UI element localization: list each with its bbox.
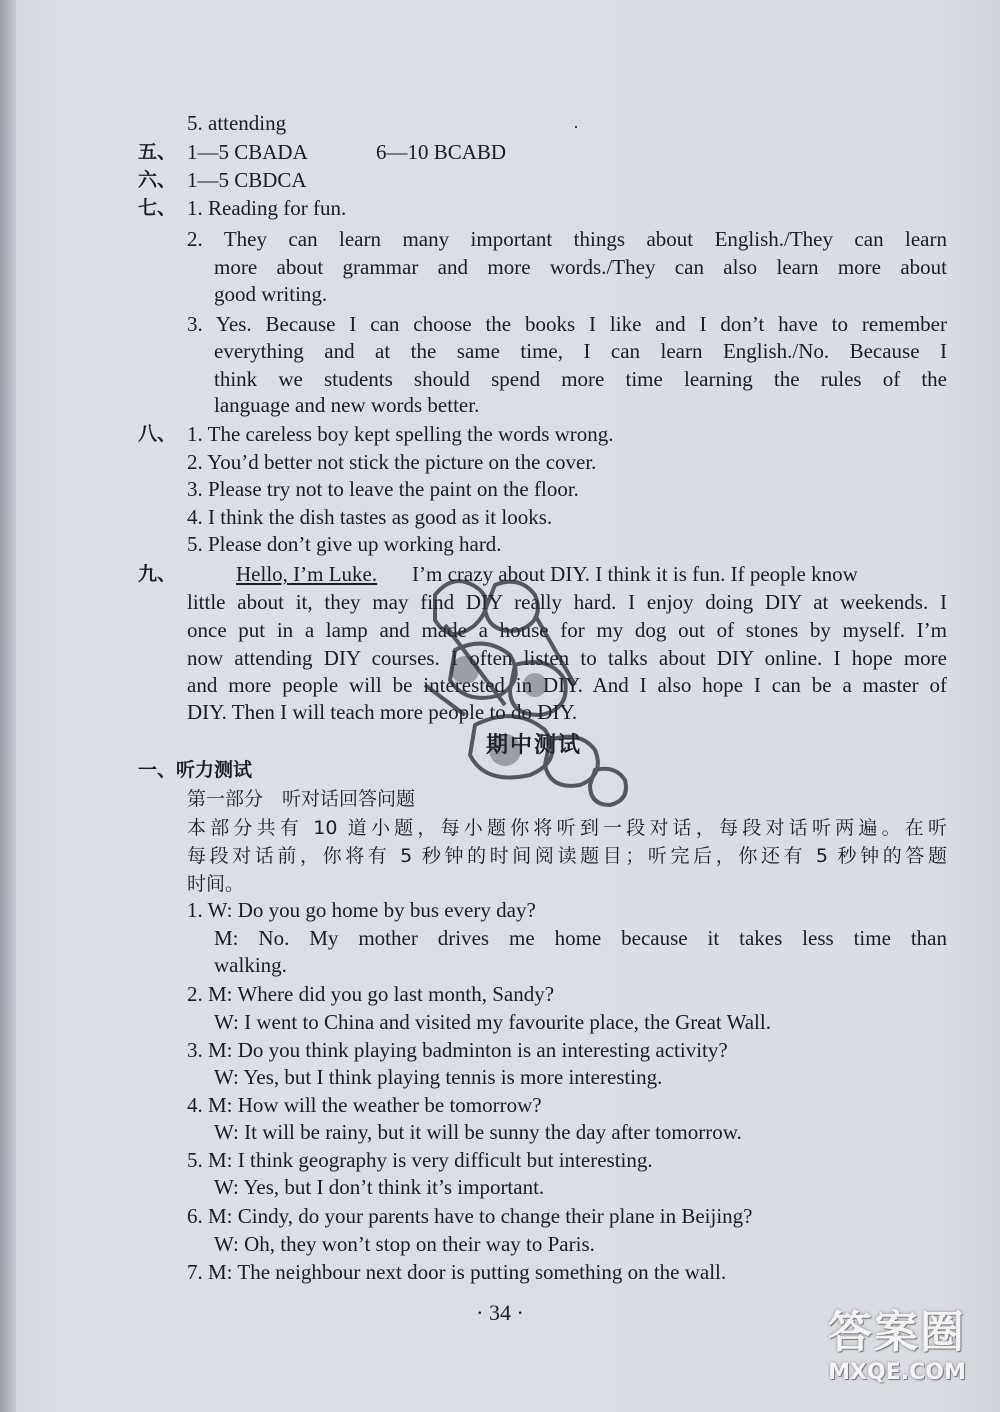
instruction-line: 时间。: [187, 873, 245, 895]
instruction-line: 本部分共有 10 道小题，每小题你将听到一段对话，每段对话听两遍。在听: [187, 817, 947, 839]
dialogue-line: 3. M: Do you think playing badminton is an interesting activity?: [187, 1038, 728, 1062]
essay-line: little about it, they may find DIY really hard. I enjoy doing DIY at weekends. I: [187, 590, 947, 614]
essay-line: once put in a lamp and made a house for my dog out of stones by myself. I’m: [187, 618, 947, 642]
dialogue-line: W: Yes, but I don’t think it’s important.: [214, 1175, 545, 1199]
dialogue-line: W: Oh, they won’t stop on their way to Paris.: [214, 1232, 595, 1256]
essay-line: now attending DIY courses. I often listen to talks about DIY online. I hope more: [187, 646, 947, 670]
answer-line: more about grammar and more words./They can also learn more about: [214, 255, 947, 279]
dialogue-line: 5. M: I think geography is very difficult but interesting.: [187, 1148, 653, 1172]
answer-line: 5. Please don’t give up working hard.: [187, 532, 502, 556]
answer-line: 4. I think the dish tastes as good as it looks.: [187, 505, 553, 529]
answer-line: 1—5 CBDCA: [187, 168, 307, 192]
section-label-liu: 六、: [138, 169, 177, 191]
section-label-qi: 七、: [138, 197, 177, 219]
midterm-title: 期中测试: [486, 733, 583, 758]
essay-line: DIY. Then I will teach more people to do DIY.: [187, 700, 578, 724]
answer-line: 2. You’d better not stick the picture on the cover.: [187, 450, 597, 474]
dialogue-line: W: It will be rainy, but it will be sunny the day after tomorrow.: [214, 1120, 742, 1144]
part-heading: 第一部分 听对话回答问题: [187, 788, 416, 810]
dialogue-line: M: No. My mother drives me home because it takes less time than: [214, 926, 947, 950]
answer-line: think we students should spend more time learning the rules of the: [214, 367, 947, 391]
essay-line: I’m crazy about DIY. I think it is fun. If people know: [412, 562, 858, 586]
answer-line: language and new words better.: [214, 393, 480, 417]
dialogue-line: walking.: [214, 953, 287, 977]
stray-dot: ·: [573, 117, 579, 137]
site-watermark: [802, 1296, 992, 1406]
section-label-wu: 五、: [138, 141, 177, 163]
instruction-line: 每段对话前，你将有 5 秒钟的时间阅读题目；听完后，你还有 5 秒钟的答题: [187, 845, 947, 867]
dialogue-line: W: Yes, but I think playing tennis is more interesting.: [214, 1065, 663, 1089]
answer-line: 2. They can learn many important things about English./They can learn: [187, 227, 947, 251]
answer-line: 5. attending: [187, 111, 287, 135]
essay-line: and more people will be interested in DIY. And I also hope I can be a master of: [187, 673, 947, 697]
essay-underlined-opening: Hello, I’m Luke.: [236, 562, 378, 586]
page-number: · 34 ·: [476, 1300, 524, 1325]
answer-line: 1. The careless boy kept spelling the words wrong.: [187, 422, 614, 446]
answer-line: 1—5 CBADA: [187, 140, 308, 164]
answer-line: 3. Please try not to leave the paint on the floor.: [187, 477, 579, 501]
section-heading-listening: 一、听力测试: [138, 759, 253, 781]
watermark-logo-text: 答案圈: [828, 1307, 966, 1358]
watermark-url: MXQE.COM: [828, 1360, 966, 1385]
dialogue-line: W: I went to China and visited my favourite place, the Great Wall.: [214, 1010, 771, 1034]
answer-line: 6—10 BCABD: [376, 140, 507, 164]
page-spine-shadow: [0, 0, 16, 1412]
section-label-ba: 八、: [138, 423, 177, 445]
section-label-jiu: 九、: [138, 563, 177, 585]
answer-line: everything and at the same time, I can learn English./No. Because I: [214, 339, 947, 363]
dialogue-line: 4. M: How will the weather be tomorrow?: [187, 1093, 542, 1117]
answer-line: 3. Yes. Because I can choose the books I like and I don’t have to remember: [187, 312, 947, 336]
dialogue-line: 1. W: Do you go home by bus every day?: [187, 898, 536, 922]
answer-line: 1. Reading for fun.: [187, 196, 347, 220]
dialogue-line: 7. M: The neighbour next door is putting something on the wall.: [187, 1260, 727, 1284]
dialogue-line: 6. M: Cindy, do your parents have to change their plane in Beijing?: [187, 1204, 753, 1228]
answer-line: good writing.: [214, 282, 328, 306]
dialogue-line: 2. M: Where did you go last month, Sandy?: [187, 982, 555, 1006]
